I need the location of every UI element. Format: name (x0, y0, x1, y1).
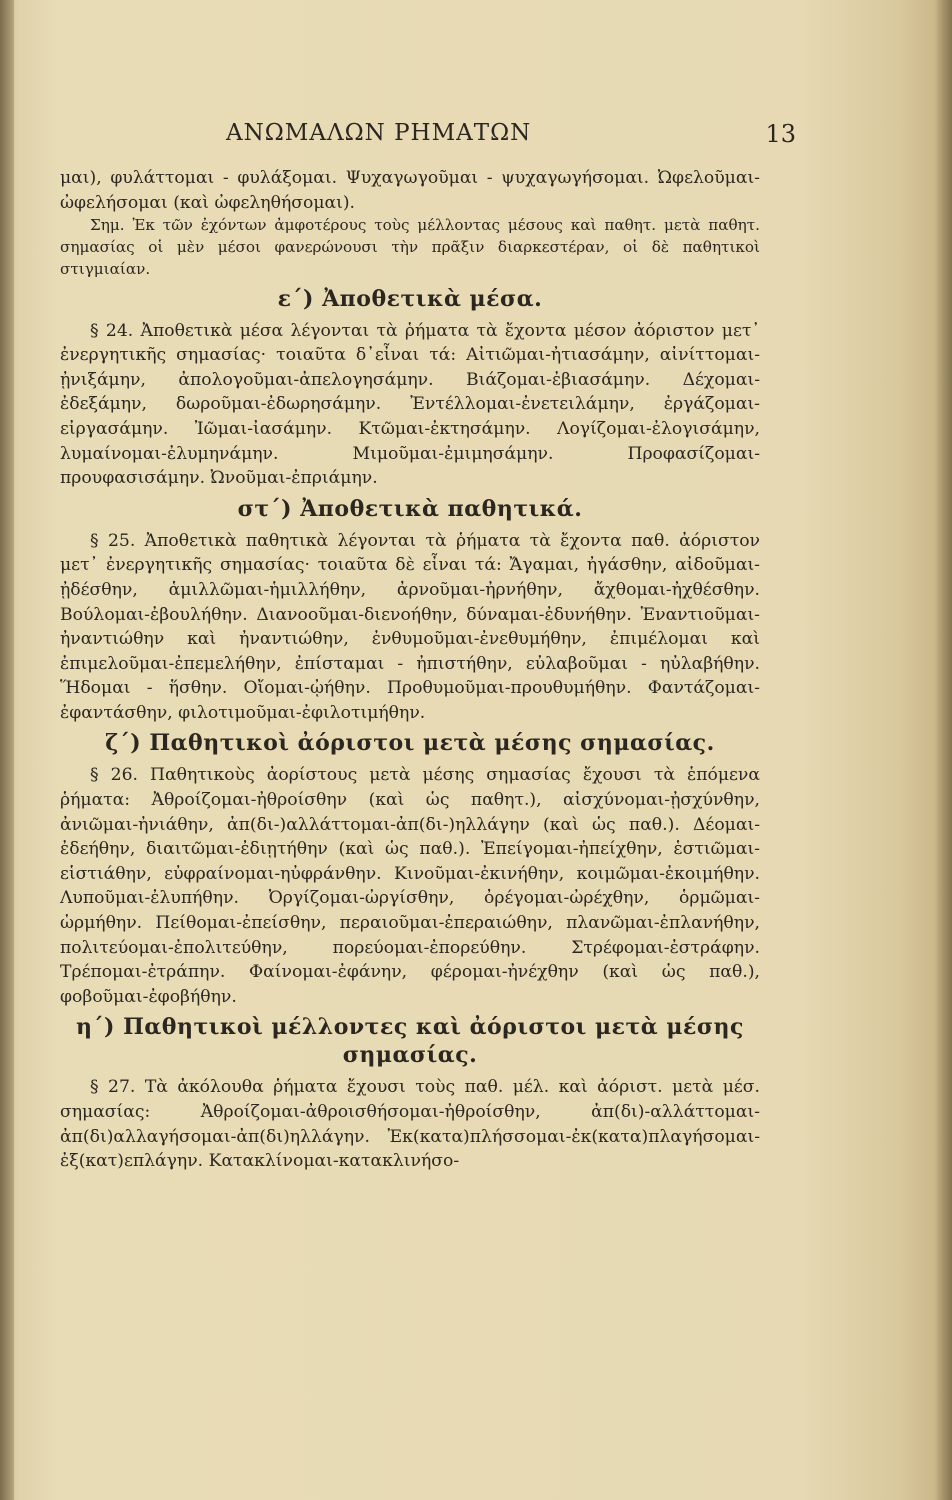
page-header (60, 120, 796, 160)
paragraph-continuation: μαι), φυλάττομαι - φυλάξομαι. Ψυχαγωγοῦμαι - ψυχαγωγήσομαι. Ὠφελοῦμαι-ὠφελήσομαι (καὶ ὠφεληθήσομαι). (60, 168, 760, 213)
page-edge-shadow (934, 0, 952, 1500)
paragraph-27: § 27. Τὰ ἀκόλουθα ῥήματα ἔχουσι τοὺς παθ. μέλ. καὶ ἀόριστ. μετὰ μέσ. σημασίας: Ἀθροίζομαι-ἀθροισθήσομαι-ἠθροίσθην, ἀπ(δι)-αλλάττομαι-ἀπ(δι)αλλαγήσομαι-ἀπ(δι)ηλλάγην. Ἐκ(κατα)πλήσσομαι-ἐκ(κατα)πλαγήσομαι-ἐξ(κατ)επλάγην. Κατακλίνομαι-κατακλινήσο- (60, 1077, 760, 1172)
paragraph-25: § 25. Ἀποθετικὰ παθητικὰ λέγονται τὰ ῥήματα τὰ ἔχοντα παθ. ἀόριστον μετ᾽ ἐνεργητικῆς σημασίας· τοιαῦτα δὲ εἶναι τά: Ἄγαμαι, ἠγάσθην, αἰδοῦμαι-ᾐδέσθην, ἁμιλλῶμαι-ἡμιλλήθην, ἀρνοῦμαι-ἠρνήθην, ἄχθομαι-ἠχθέσθην. Βούλομαι-ἐβουλήθην. Διανοοῦμαι-διενοήθην, δύναμαι-ἐδυνήθην. Ἐναντιοῦμαι-ἠναντιώθην καὶ ἠναντιώθην, ἐνθυμοῦμαι-ἐνεθυμήθην, ἐπιμέλομαι καὶ ἐπιμελοῦμαι-ἐπεμελήθην, ἐπίσταμαι - ἠπιστήθην, εὐλαβοῦμαι - ηὐλαβήθην. Ἥδομαι - ἥσθην. Οἴομαι-ᾠήθην. Προθυμοῦμαι-προυθυμήθην. Φαντάζομαι-ἐφαντάσθην, φιλοτιμοῦμαι-ἐφιλοτιμήθην. (60, 530, 760, 723)
page-number: 13 (765, 120, 796, 148)
book-spine (0, 0, 14, 1500)
note-paragraph: Σημ. Ἐκ τῶν ἐχόντων ἀμφοτέρους τοὺς μέλλοντας μέσους καὶ παθητ. μετὰ παθητ. σημασίας οἱ μὲν μέσοι φανερώνουσι τὴν πρᾶξιν διαρκεστέραν, οἱ δὲ παθητικοὶ στιγμιαίαν. (60, 216, 760, 278)
section-heading-z: ζ΄) Παθητικοὶ ἀόριστοι μετὰ μέσης σημασίας. (105, 730, 715, 757)
section-heading-st: στ΄) Ἀποθετικὰ παθητικά. (237, 495, 583, 522)
section-heading-e: ε΄) Ἀποθετικὰ μέσα. (277, 285, 543, 312)
paragraph-24: § 24. Ἀποθετικὰ μέσα λέγονται τὰ ῥήματα τὰ ἔχοντα μέσον ἀόριστον μετ᾽ ἐνεργητικῆς σημασίας· τοιαῦτα δ᾽εἶναι τά: Αἰτιῶμαι-ἠτιασάμην, αἰνίττομαι-ᾐνιξάμην, ἀπολογοῦμαι-ἀπελογησάμην. Βιάζομαι-ἐβιασάμην. Δέχομαι-ἐδεξάμην, δωροῦμαι-ἐδωρησάμην. Ἐντέλλομαι-ἐνετειλάμην, ἐργάζομαι-εἰργασάμην. Ἰῶμαι-ἰασάμην. Κτῶμαι-ἐκτησάμην. Λογίζομαι-ἐλογισάμην, λυμαίνομαι-ἐλυμηνάμην. Μιμοῦμαι-ἐμιμησάμην. Προφασίζομαι-προυφασισάμην. Ὠνοῦμαι-ἐπριάμην. (60, 320, 760, 489)
section-heading-h: η΄) Παθητικοὶ μέλλοντες καὶ ἀόριστοι μετὰ μέσης σημασίας. (76, 1014, 744, 1069)
running-head: ΑΝΩΜΑΛΩΝ ΡΗΜΑΤΩΝ (226, 120, 532, 146)
page-content (60, 120, 796, 1174)
paragraph-26: § 26. Παθητικοὺς ἀορίστους μετὰ μέσης σημασίας ἔχουσι τὰ ἑπόμενα ῥήματα: Ἀθροίζομαι-ἠθροίσθην (καὶ ὡς παθητ.), αἰσχύνομαι-ᾐσχύνθην, ἀνιῶμαι-ἠνιάθην, ἀπ(δι-)αλλάττομαι-ἀπ(δι-)ηλλάγην (καὶ ὡς παθ.). Δέομαι-ἐδεήθην, διαιτῶμαι-ἐδιῃτήθην (καὶ ὡς παθ.). Ἐπείγομαι-ἠπείχθην, ἑστιῶμαι-εἱστιάθην, εὐφραίνομαι-ηὐφράνθην. Κινοῦμαι-ἐκινήθην, κοιμῶμαι-ἐκοιμήθην. Λυποῦμαι-ἐλυπήθην. Ὀργίζομαι-ὠργίσθην, ὀρέγομαι-ὠρέχθην, ὁρμῶμαι-ὡρμήθην. Πείθομαι-ἐπείσθην, περαιοῦμαι-ἐπεραιώθην, πλανῶμαι-ἐπλανήθην, πολιτεύομαι-ἐπολιτεύθην, πορεύομαι-ἐπορεύθην. Στρέφομαι-ἐστράφην. Τρέπομαι-ἐτράπην. Φαίνομαι-ἐφάνην, φέρομαι-ἠνέχθην (καὶ ὡς παθ.), φοβοῦμαι-ἐφοβήθην. (60, 765, 760, 1007)
